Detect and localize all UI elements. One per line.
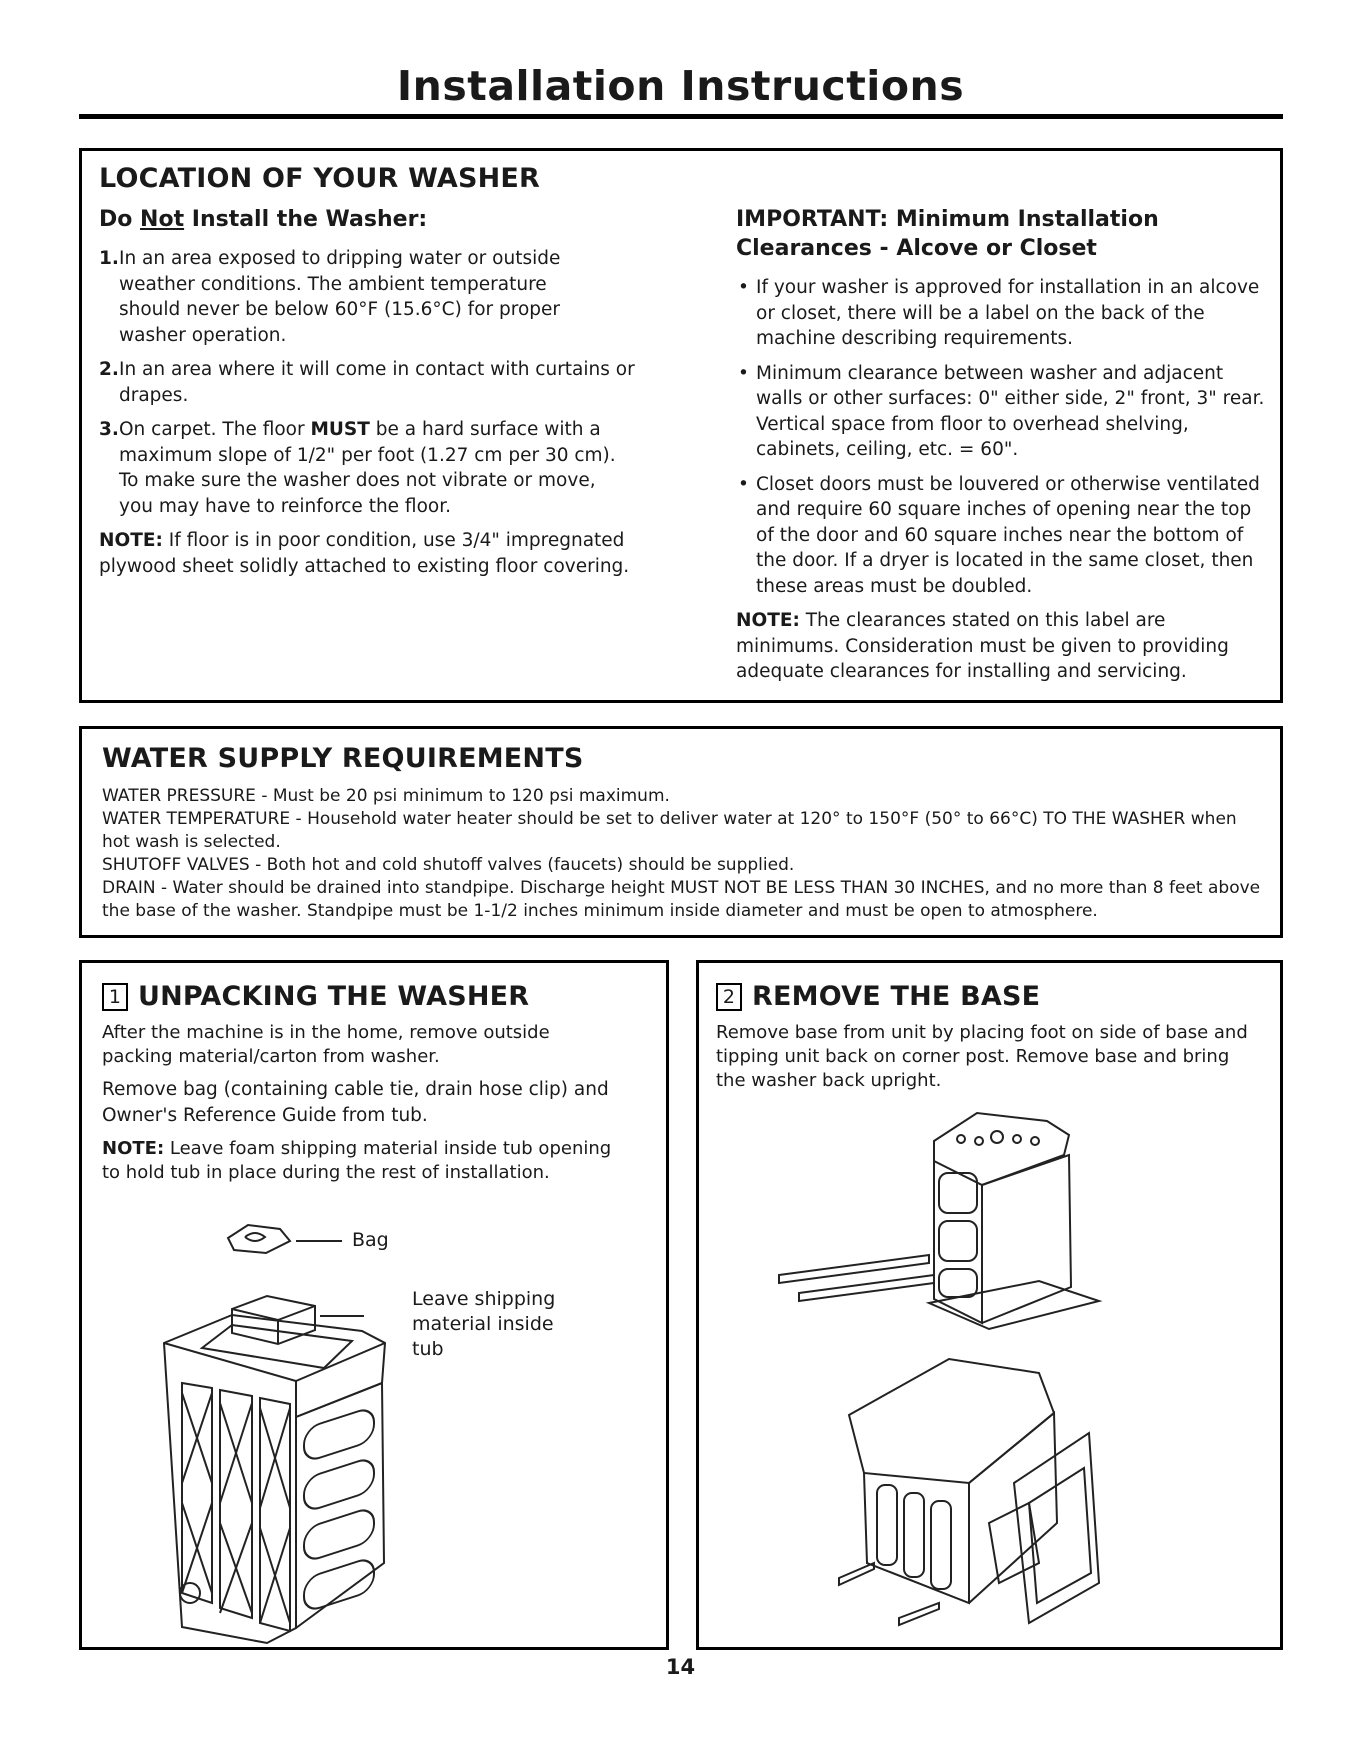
donot-list (99, 246, 659, 519)
step1-number: 1 (102, 983, 128, 1011)
title-rule (79, 114, 1283, 119)
location-note: NOTE: If floor is in poor condition, use 3/4" impregnated plywood sheet solidly attached to existing floor covering. (99, 530, 630, 577)
list-item: • If your washer is approved for installation in an alcove or closet, there will be a label on the back of the machine describing requirements. (736, 275, 1266, 352)
clearance-note: NOTE: The clearances stated on this label are minimums. Consideration must be given to providing adequate clearances for installing and servicing. (736, 610, 1229, 682)
location-heading: LOCATION OF YOUR WASHER (99, 163, 541, 194)
water-section (79, 726, 1283, 938)
remove-base-illustration (699, 963, 1280, 1647)
step2-heading: 2 REMOVE THE BASE (716, 981, 1040, 1012)
drain: DRAIN - Water should be drained into standpipe. Discharge height MUST NOT BE LESS THAN 30 INCHES, and no more than 8 feet above the base of the washer. Standpipe must be 1-1/2 inches minimum inside diameter and must be open to atmosphere. (102, 878, 1261, 921)
page-title: Installation Instructions (396, 62, 965, 110)
step1-note: NOTE: Leave foam shipping material inside tub opening to hold tub in place during the rest of installation. (102, 1138, 612, 1183)
shipping-material-label: Leave shipping material inside tub (412, 1288, 556, 1360)
page-number: 14 (665, 1655, 696, 1679)
step1-heading: 1 UNPACKING THE WASHER (102, 981, 529, 1012)
shutoff-valves: SHUTOFF VALVES - Both hot and cold shutoff valves (faucets) should be supplied. (102, 855, 795, 875)
donot-heading: Do Not Install the Washer: (99, 207, 428, 232)
step1-p1: After the machine is in the home, remove outside packing material/carton from washer. (102, 1022, 550, 1067)
step2-number: 2 (716, 983, 742, 1011)
clearance-list (736, 275, 1266, 599)
step2-p1: Remove base from unit by placing foot on side of base and tipping unit back on corner post. Remove base and bring the washer back upright. (716, 1022, 1248, 1091)
bag-label: Bag (352, 1229, 389, 1251)
water-heading: WATER SUPPLY REQUIREMENTS (102, 743, 584, 774)
important-heading: IMPORTANT: Minimum Installation Clearances - Alcove or Closet (736, 207, 1159, 261)
step1-section (79, 960, 669, 1650)
list-item: 2. In an area where it will come in contact with curtains or drapes. (99, 359, 635, 406)
list-item: • Closet doors must be louvered or otherwise ventilated and require 60 square inches of opening near the top of the door and 60 square inches near the bottom of the door. If a dryer is located in the same closet, then these areas must be doubled. (736, 472, 1266, 600)
step1-p2: Remove bag (containing cable tie, drain hose clip) and Owner's Reference Guide from tub. (102, 1079, 609, 1126)
step2-section (696, 960, 1283, 1650)
water-temperature: WATER TEMPERATURE - Household water heater should be set to deliver water at 120° to 150°F (50° to 66°C) TO THE WASHER when hot wash is selected. (102, 809, 1237, 852)
list-item: • Minimum clearance between washer and adjacent walls or other surfaces: 0" either side, 2" front, 3" rear. Vertical space from floor to overhead shelving, cabinets, ceiling, etc. = 60". (736, 361, 1266, 463)
list-item: 3. On carpet. The floor MUST be a hard surface with a maximum slope of 1/2" per foot (1.27 cm per 30 cm). To make sure the washer does not vibrate or move, you may have to reinforce the floor. (99, 419, 616, 517)
list-item: 1. In an area exposed to dripping water or outside weather conditions. The ambient temperature should never be below 60°F (15.6°C) for proper washer operation. (99, 248, 561, 346)
location-section (79, 148, 1283, 703)
water-pressure: WATER PRESSURE - Must be 20 psi minimum to 120 psi maximum. (102, 786, 670, 806)
